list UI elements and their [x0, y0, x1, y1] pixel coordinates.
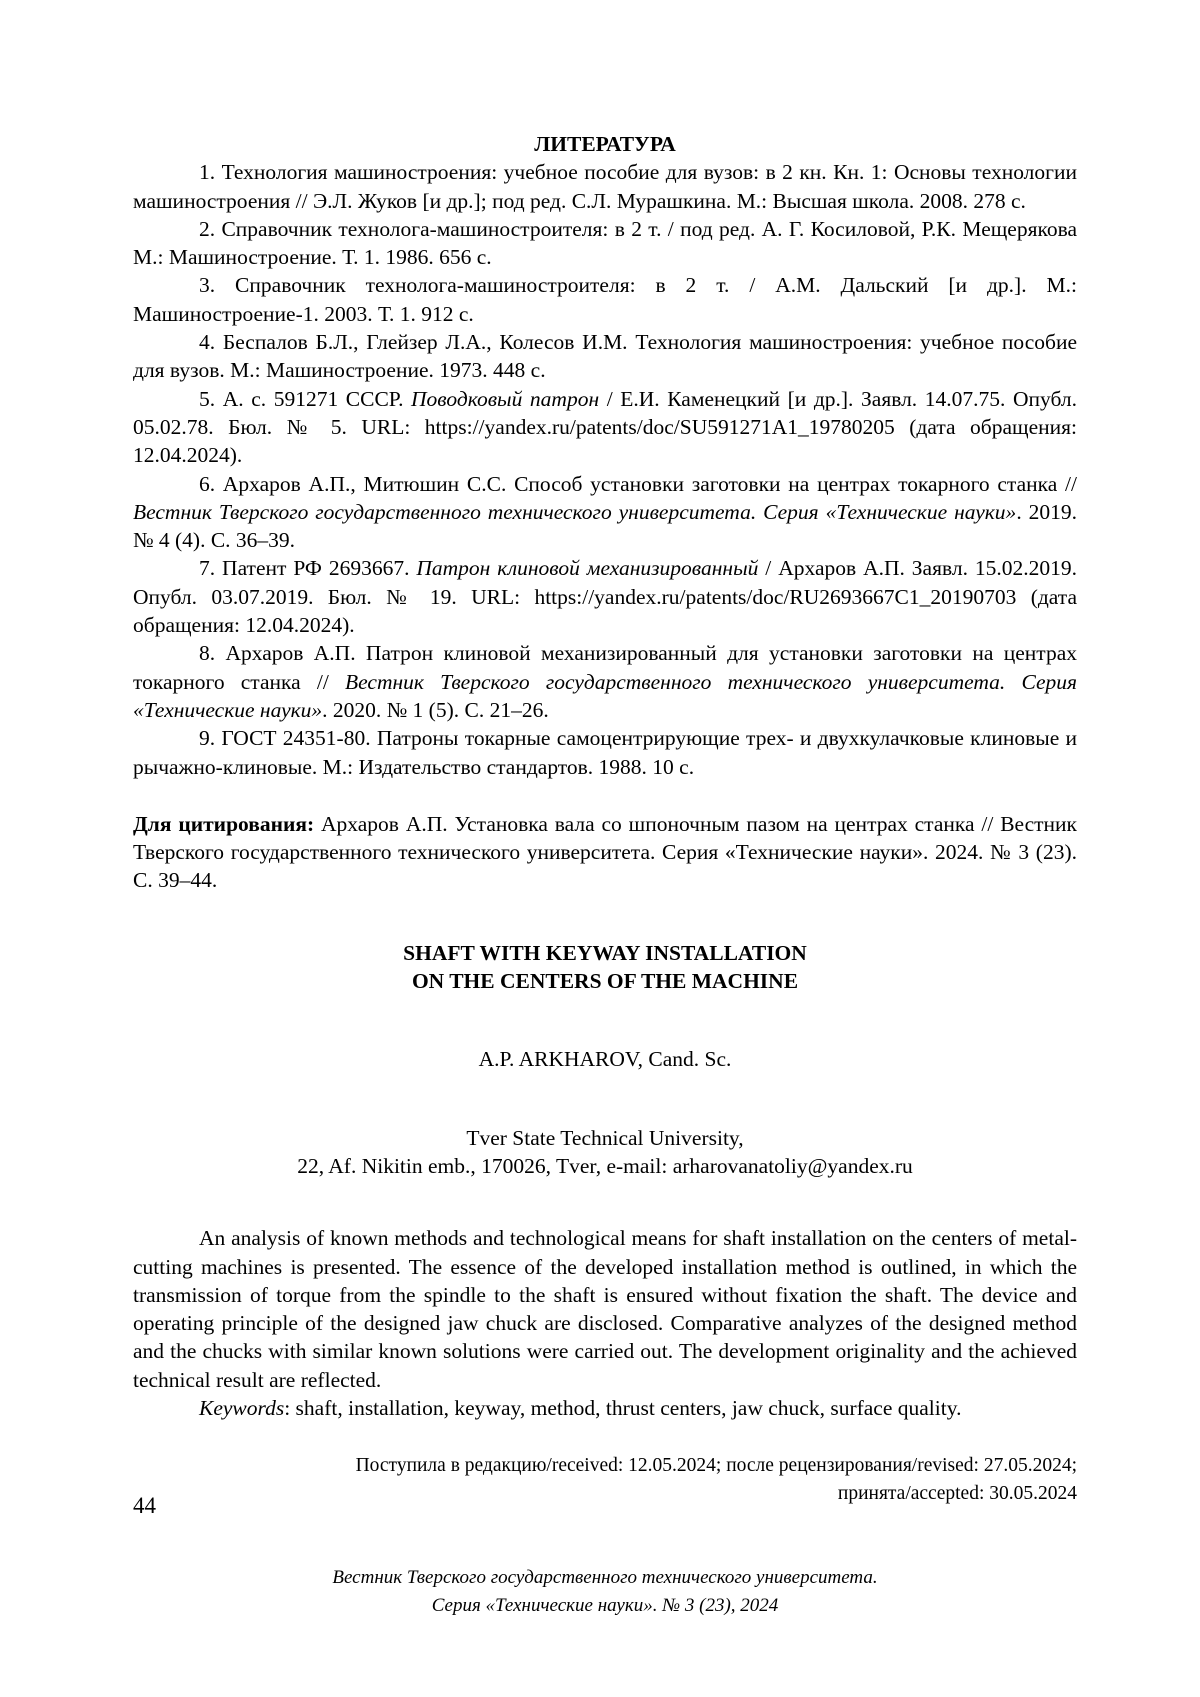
- reference-text: / Е.И. Каменецкий [и др.]. Заявл. 14.07.75. Опубл. 05.02.78. Бюл. № 5. URL: https://yandex.ru/patents/doc/SU591271A1_19780205 (дата обращения: 12.04.2024).: [133, 386, 1077, 468]
- affiliation-line2: 22, Af. Nikitin emb., 170026, Tver, e-mail: arharovanatoliy@yandex.ru: [297, 1153, 913, 1178]
- author-line: A.P. ARKHAROV, Cand. Sc.: [478, 1047, 732, 1072]
- reference-item-7: [133, 554, 1077, 639]
- reference-patent-title-italic: Патрон клиновой механизированный: [416, 556, 759, 581]
- reference-item-8: [133, 639, 1077, 724]
- journal-footer: [133, 1564, 1077, 1620]
- reference-text: 6. Архаров А.П., Митюшин С.С. Способ установки заготовки на центрах токарного станка //: [199, 471, 1077, 496]
- keywords-paragraph: [133, 1394, 1077, 1422]
- received-line1: Поступила в редакцию/received: 12.05.2024; после рецензирования/revised: 27.05.2024;: [355, 1455, 1077, 1477]
- page-number: 44: [133, 1493, 156, 1518]
- reference-item-5: [133, 385, 1077, 470]
- reference-text: . 2020. № 1 (5). С. 21–26.: [322, 697, 549, 722]
- received-dates: [133, 1452, 1077, 1508]
- citation-label: Для цитирования:: [133, 811, 315, 836]
- reference-item-2: [133, 215, 1077, 272]
- reference-text: 2. Справочник технолога-машиностроителя: в 2 т. / под ред. А. Г. Косиловой, Р.К. Мещерякова М.: Машиностроение. Т. 1. 1986. 656 с.: [133, 216, 1077, 270]
- reference-patent-title-italic: Поводковый патрон: [411, 386, 600, 411]
- reference-text: 5. А. с. 591271 СССР.: [199, 386, 412, 411]
- reference-text: 9. ГОСТ 24351-80. Патроны токарные самоцентрирующие трех- и двухкулачковые клиновые и рычажно-клиновые. М.: Издательство стандартов. 1988. 10 с.: [133, 726, 1077, 779]
- citation-paragraph: [133, 810, 1077, 895]
- english-title: [133, 939, 1077, 996]
- literature-heading: ЛИТЕРАТУРА: [534, 132, 676, 156]
- reference-text: . 2019. № 4 (4). С. 36–39.: [133, 499, 1077, 553]
- english-title-line2: ON THE CENTERS OF THE MACHINE: [411, 969, 799, 994]
- affiliation-line1: Tver State Technical University,: [466, 1125, 744, 1150]
- reference-text: 1. Технология машиностроения: учебное пособие для вузов: в 2 кн. Кн. 1: Основы технологии машиностроения // Э.Л. Жуков [и др.]; под ред. С.Л. Мурашкина. М.: Высшая школа. 2008. 278 с.: [133, 160, 1077, 213]
- reference-item-6: [133, 470, 1077, 555]
- reference-journal-italic: Вестник Тверского государственного технического университета. Серия «Технические науки»: [133, 499, 1017, 524]
- keywords-label: Keywords: [199, 1395, 285, 1420]
- reference-journal-italic: Вестник Тверского государственного технического университета. Серия «Технические науки»: [133, 669, 1077, 722]
- reference-item-4: [133, 328, 1077, 385]
- reference-text: / Архаров А.П. Заявл. 15.02.2019. Опубл. 03.07.2019. Бюл. № 19. URL: https://yandex.ru/patents/doc/RU2693667C1_20190703 (дата обращения: 12.04.2024).: [133, 556, 1078, 638]
- citation-text: Архаров А.П. Установка вала со шпоночным пазом на центрах станка // Вестник Тверского государственного технического университета. Серия «Технические науки». 2024. № 3 (23). С. 39–44.: [133, 811, 1078, 893]
- affiliation: [133, 1124, 1077, 1181]
- english-title-line1: SHAFT WITH KEYWAY INSTALLATION: [403, 940, 807, 965]
- reference-item-3: [133, 271, 1077, 328]
- reference-text: 3. Справочник технолога-машиностроителя: в 2 т. / А.М. Дальский [и др.]. М.: Машиностроение-1. 2003. Т. 1. 912 с.: [133, 273, 1077, 326]
- abstract-paragraph: An analysis of known methods and technological means for shaft installation on the centers of metal-cutting machines is presented. The essence of the developed installation method is outlined, in which the transmission of torque from the spindle to the shaft is ensured without fixation the shaft. The device and operating principle of the designed jaw chuck are disclosed. Comparative analyzes of the designed method and the chucks with similar known solutions were carried out. The development originality and the achieved technical result are reflected.: [133, 1226, 1077, 1392]
- reference-text: 8. Архаров А.П. Патрон клиновой механизированный для установки заготовки на центрах токарного станка //: [133, 641, 1077, 694]
- reference-item-9: [133, 724, 1077, 781]
- reference-item-1: [133, 158, 1077, 215]
- reference-text: 4. Беспалов Б.Л., Глейзер Л.А., Колесов И.М. Технология машиностроения: учебное пособие для вузов. М.: Машиностроение. 1973. 448 с.: [133, 330, 1077, 383]
- reference-text: 7. Патент РФ 2693667.: [199, 556, 417, 581]
- keywords-text: : shaft, installation, keyway, method, thrust centers, jaw chuck, surface quality.: [284, 1395, 962, 1420]
- journal-footer-line1: Вестник Тверского государственного технического университета.: [332, 1567, 878, 1589]
- journal-footer-line2: Серия «Технические науки». № 3 (23), 2024: [431, 1595, 779, 1617]
- received-line2: принята/accepted: 30.05.2024: [837, 1483, 1077, 1505]
